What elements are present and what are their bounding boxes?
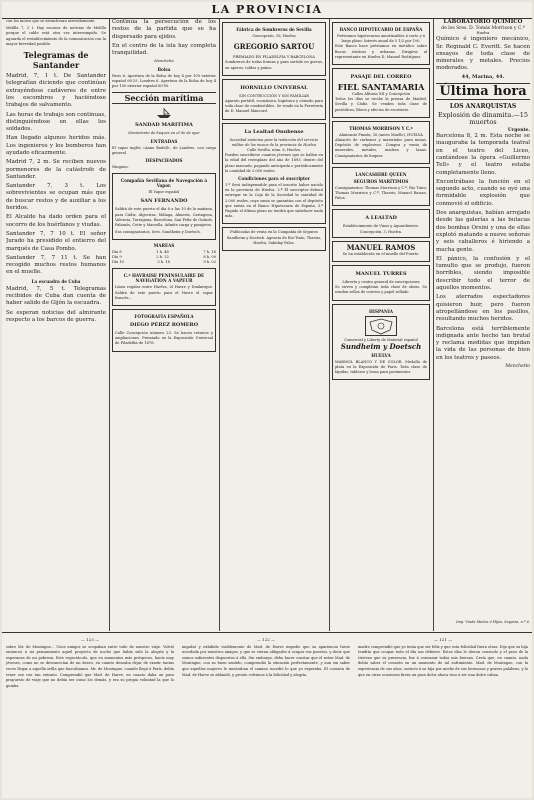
article-text: Dos anarquistas, habían arrojado desde las galerías a las butacas dos bombas Orsini y una de ellas explotó matando a nueve señoras y seis caballeros é hiriendo a mucha gente. [436, 210, 530, 253]
ad-text: Almacén de carbones y materiales para minas. Depósito de explosivos. Compra y venta de minerales, metales, madera y lanas. Consignatarios de buques. [335, 138, 427, 158]
advertisement [332, 304, 430, 381]
serial-text: impulsó y exhibido visiblemente de Mad. de Harve impedir que su apariencia fuese acordada por nuestros amigos, y que se vieran obligados á ocupar sus puestos, y decir que somos suficientes dispuestos á ello. Sin embargo, debo hacer constar que el señor Mad. de Montague, con su buen sentido, comprendió la situación perfectamente, y aun sin saber que aquellas mujeres le mostraban el camino sucedió lo que yo esperaba. El corazón de Mad. de Harve se ablandó, y pronto volvimos á la felicidad y alegría. [182, 644, 350, 677]
article-text: Las horas de trabajo son continuas, distinguiéndose en ellas los soldados. [6, 111, 106, 133]
article-text: Han llegado algunos heridos más. Los ingenieros y los bomberos han ayudado eficazmente. [6, 135, 106, 156]
signature: Menchetto [154, 59, 174, 64]
subheading: Movimiento de buques en el de de ayer [128, 131, 200, 136]
ad-title: A LEALTAD [365, 215, 397, 222]
ad-title: PASAJE DEL CORREO [350, 74, 412, 81]
ad-text: Saldrá de este puerto el día 8 a las 10 de la mañana, para Cádiz, Algeciras, Málaga, Almería, Cartagena, Valencia, Tarragona, Barcelona, San Feliu de Guíxols, Palamós, Cette y Marsella. Admite carga y pasajeros. [115, 207, 213, 227]
page-number: — 121 — [433, 637, 453, 642]
article-text: Paris 6. Apertura de la Bolsa de hoy 4 por 100 exterior español 60'25. Londres 6. Apertura de la Bolsa de hoy 4 por 100 exterior español 60'50. [112, 73, 216, 89]
advertisement [332, 68, 430, 118]
subheading: DESPACHADOS [145, 157, 183, 163]
ad-subtitle: HUELVA [371, 352, 391, 358]
tides-cell-pleamar: 2 h. 32 [156, 255, 169, 260]
page-number: — 123 — [80, 637, 100, 642]
ad-title: FOTOGRAFÍA ESPAÑOLA [134, 313, 194, 319]
article-text: Encontrábase la función en el segundo acto, cuando se oyó una formidable explosión que conmovió el edificio. [436, 178, 530, 207]
ad-text: Pueden suscribirse cuantos jóvenes que se hallen en la edad del reemplazo del año de 1893, dentro del plazo marcado, pagando anticipada o periódicamente la cantidad de 2.000 reales. [225, 153, 323, 173]
serial-section [2, 632, 532, 798]
article-text: Santander 7, 3 t. Los sobrevivientes se ocupan más que de buscar restos y de auxiliar a los heridos. [6, 183, 106, 212]
article-text: Santander 7, 7 10 t. El señor Jurado ha presidido el entierro del marqués de Casa Pombo. [6, 230, 106, 252]
ad-title: GREGORIO SARTOU [233, 42, 315, 52]
serial-column [358, 637, 528, 798]
ad-subtitle: Condiciones para el suscriptor [238, 176, 310, 182]
column-rule [109, 19, 110, 631]
tides-cell-bajamar: 7 h. 16 [203, 250, 216, 255]
ship-icon [155, 107, 173, 119]
ad-subtitle: de los Sres. D. Tomás Morrison y C.ª [441, 26, 525, 31]
ad-text: El Vapor español [148, 190, 180, 195]
article-text: Barcelona está terriblemente indignada ante hecho tan brutal y reclama medidas que impidan la vida de las personas de bien en los teatros y paseos. [436, 325, 530, 361]
article-text: El pánico, la confusión y el tumulto que se produjo, fueron horribles, siendo imposible describir todo el terror de aquellos momentos. [436, 255, 530, 292]
ad-text: MARMOL BLANCO Y DE COLOR. Medalla de plata en la Exposición de Paris. Toda clase de lápidas, tableros y losas para pavimentos. [335, 359, 427, 375]
ad-text: PREMIADO EN FILADELFIA Y BARCELONA [233, 55, 315, 60]
advertisement [222, 79, 326, 120]
ad-text: Todos los días se recibe la prensa de Madrid, Sevilla y Cádiz. Se venden toda clase de periódicos, libros y efectos de escritorio. [335, 97, 427, 112]
tides-cell-bajamar: 9 h. 02 [203, 260, 216, 265]
ad-text: Calle Concepción número 23. Se hacen retratos y ampliaciones. Premiado en la Exposición Universal de Filadelfia de 1876. [115, 330, 213, 346]
ad-text: SIN CONTRUCCIÓN Y SIN FAMILIAR [239, 93, 309, 98]
column-rule [329, 19, 330, 631]
ad-title: LABORATORIO QUÍMICO [443, 19, 523, 25]
newspaper-title: LA PROVINCIA [211, 3, 323, 16]
article-text: En el centro de la isla hay completa tranquilidad. [112, 42, 216, 57]
ad-text: Calle Sevilla, núm. 6, Huelva. [247, 148, 301, 153]
serial-text: madre comprendió que yo tenía que ser feliz y que esta felicidad fuera otras. Dijo que su hija tendría que ocupar todo el día sus deberes. Estos días le dieron consuelo y el peso de la tristeza que su presencia, fue á consumir todas mis fuerzas. Creía que, en cuanto, nada debía saber el corazón en un momento de tal sufrimiento. Mad. de Montague, con la experiencia de sus años, sostuvo á su hija por medio de sus hermosas y graves palabras, y lo que en otras ocasiones fuera un gran dolor ahora vino á ser una dulce calma. [358, 644, 528, 677]
column-3 [222, 19, 326, 631]
ad-text: Sus consignatarios, Sres. Sundheim y Doetsch. [115, 230, 201, 235]
article-text: Madrid, 7, 5 t. Telegramas recibidos de Cuba dan cuenta de haber salido de Gijón la escuadra. [6, 285, 106, 307]
ad-text: Este Banco hace préstamos en metálico sobre fincas rústicas y urbanas. Dirigirse al representante en Huelva D. Manuel Rodríguez. [335, 44, 427, 59]
page-number: — 122 — [256, 637, 276, 642]
ad-text: Concepción, 16, Huelva [252, 34, 296, 38]
printer-imprint: Imp. Viuda Muñoz é Hijos, Segovia, n.º 6. [456, 620, 530, 624]
ad-text: Comercial y Liberty de Material español [344, 337, 418, 342]
section-heading: Sección marítima [112, 92, 216, 104]
ad-title: Fábrica de Sombreros de Sevilla [236, 27, 312, 32]
ad-text: Línea regular entre Huelva, el Havre y Dunkerque. Saldrá de este puerto para el Havre el vapor francés... [115, 285, 213, 300]
serial-text: sobre Mr. de Montague... Unos amigos se ocupaban entre todo de nuestro viaje. Volvió entonces á mi pensamiento aquel proyecto de noche que había sido la alegría y la esperanza de mi pobreza. Este espectáculo, que en momentos más prósperos, hacía muy jóvenes, como no se desvanecían de mi deseo, en cuanto deseaba dejar de existir tantas veces llegar a aquella orilla que buscábamos. Mr. de Montague, cuando llegó á París, debía tener ese ron tan extraño. Comprendió que Mad. de Harve, en cuanto daba un paso propuesto de viaje que no debía ser como los demás, y era su propia voluntad la que lo guiaba. [6, 644, 174, 688]
section-heading: SANDAD MARITIMA [135, 122, 193, 129]
ad-text: Aparato portátil, económico, higiénico y cómodo para toda clase de combustibles. Se vende en la Ferretería de D. Manuel Mancord. [225, 99, 323, 114]
newspaper-page [2, 2, 532, 798]
ad-text: Químico é ingeniero mecánico, Sr. Reginald C. Everitt. Se hacen ensayos de toda clase de minerales y metales. Precios moderados. [436, 36, 530, 72]
ad-title: MANUEL TURRES [355, 271, 407, 278]
section-heading: MAREAS [153, 243, 175, 249]
column-5 [436, 19, 530, 631]
tides-table [112, 250, 216, 265]
subheading: Urgente. [507, 127, 530, 133]
ad-text: Se sirven y completan toda clase de obras. Se venden sellos de correos y papel sellado. [335, 285, 427, 295]
advertisement [112, 309, 216, 352]
serial-column [6, 637, 174, 798]
ad-text: Publicadas de venta en la Compañía de Seguros Sundheim y Doetsch. Agencia de Rio-Tinto, Tharsis, Huelva, Sabiday Palos. [226, 230, 322, 245]
subheading: LOS ANARQUISTAS [449, 102, 517, 110]
tides-row [112, 260, 216, 265]
signature: Menchetto [505, 364, 530, 369]
advertisement [332, 265, 430, 301]
article-text: Madrid, 7, 1 t. De Santander telegrafían diciendo que continúan extrayéndose cadáveres de entre los escombros y haciéndose trabajos de salvamento. [6, 73, 106, 109]
shield-icon [365, 316, 397, 336]
ad-title: Sundheim y Doetsch [340, 341, 422, 351]
ad-text: 44, Marina, 44. [461, 73, 505, 80]
article-text: El vapor inglés «Anne Bodell», de Londres, con carga general. [112, 145, 216, 155]
advertisement [222, 22, 326, 76]
ad-title: BANCO HIPOTECARIO DE ESPAÑA [339, 27, 423, 32]
ad-title: Compañía Sevillana de Navegación á Vapor. [120, 178, 208, 189]
ad-text: Se ha establecido en el muelle del Puerto. [342, 251, 420, 256]
article-text: Ninguno. [112, 164, 129, 169]
advertisement [332, 121, 430, 164]
tides-cell-pleamar: 1 h. 48 [156, 250, 169, 255]
ad-title: LANCASHIRE QUEEN [355, 171, 407, 177]
ad-text: Huelva [476, 31, 490, 35]
advertisement [332, 209, 430, 237]
ad-title: C.ª HAVRAISE PENINSULAIRE DE NAVIGATION A VAPEUR [123, 273, 205, 284]
advertisement [222, 123, 326, 225]
column-4 [332, 19, 430, 631]
section-heading: Telegramas de Santander [23, 50, 89, 71]
ad-text: Consignatarios: Thomas Morrison y C.ª, Rio Tinto; Thomas Morrison y C.ª, Tharsis; Manuel Ramos, Palos. [335, 185, 427, 201]
ad-text: Calles Alfonso XII y Concepción [351, 92, 411, 97]
ad-text: Sociedad anónima para la redacción del servicio militar de los mozos de la provincia de Huelva [229, 137, 319, 147]
ad-title: HORNILLO UNIVERSAL [240, 84, 308, 91]
article-text: Se esperan noticias del almirante respecto a los barcos de guerra. [6, 309, 106, 323]
subheading: ENTRADAS [150, 138, 178, 144]
serial-column [182, 637, 350, 798]
advertisement [112, 173, 216, 240]
masthead [2, 2, 532, 19]
ad-text: Librería y centro general de suscripciones [342, 280, 420, 285]
advertisement [332, 241, 430, 262]
ad-title: THOMAS MORRISON Y C.ª [349, 125, 413, 131]
tides-cell-dia: Día 10 [112, 260, 124, 265]
ad-title: DIEGO PÉREZ ROMERO [129, 321, 199, 328]
ad-text: Almirante Pinzón, 16 (antes Muelle), HUELVA [339, 132, 423, 137]
article-text: con los moros que se atrincheran atrevidamente. [6, 19, 96, 23]
tides-cell-bajamar: 8 h. 00 [203, 255, 216, 260]
ad-text: Establecimiento de Vinos y Aguardientes. Concepción, 3, Huelva. [343, 224, 419, 234]
article-text: El Alcalde ha dado orden para el socorro de los huérfanos y viudas. [6, 214, 106, 228]
section-heading: Última hora [436, 83, 530, 100]
tides-cell-dia: Día 9 [112, 255, 122, 260]
ad-subtitle: SEGUROS MARÍTIMOS [353, 178, 409, 184]
column-2 [112, 19, 216, 631]
advertisement [222, 227, 326, 251]
article-text: Madrid 7, 2 m. Se reciben nuevos pormenores de la catástrofe de Santander. [6, 159, 106, 180]
article-text: Melilla 7, 3 t. Hay escasez de noticias de Melilla porque el cable está otra vez interrumpido. Se aguarda el restablecimiento de la comunicación con la mayor brevedad posible. [6, 26, 106, 46]
ad-text: Préstamos hipotecarios amortizables á corto y á largo plazo. Interés anual de 5 1/2 por 100. [337, 34, 425, 44]
tides-cell-dia: Día 8 [112, 250, 122, 255]
tides-cell-pleamar: 3 h. 18 [157, 260, 170, 265]
column-rule [219, 19, 220, 631]
ad-title: SAN FERNANDO [140, 198, 188, 205]
section-heading: Bolsa [157, 66, 171, 72]
ad-title: FIEL SANTAMARIA [337, 82, 425, 93]
subheading: Explosión de dinamita.—15 muertos [437, 110, 529, 126]
advertisement [112, 268, 216, 306]
column-rule [433, 19, 434, 631]
advertisement [332, 167, 430, 207]
ad-title: MANUEL RAMOS [346, 242, 416, 252]
article-text: Continúa la persecución de los restos de la partida que se ha dispersado para ejidos. [112, 19, 216, 40]
advertisement [332, 22, 430, 65]
article-text: Santander 7, 7 11 t. Se han recogido muchos restos humanos en el muelle. [6, 254, 106, 276]
article-text: Barcelona 8, 2 m. Esta noche se inauguraba la temporada teatral en el teatro del Liceo, cantándose la ópera «Guillermo Tell» y el teatro estaba completamente lleno. [436, 133, 530, 176]
ad-text: Sombreros de todas formas y gran surtido en gorras, en aperos, toldos y paños. [225, 60, 323, 70]
article-text: Los aterrados espectadores quisieron huir, pero fueron atropellándose en los pasillos, resultando muchos heridos. [436, 294, 530, 323]
ad-title: HISPANIA [368, 308, 394, 314]
column-1 [6, 19, 106, 631]
ad-text: 1.ª Será indispensable para el inscrito haber nacido en la provincia de Huelva. 2.ª El suscriptor deberá entregar en la Caja de la Sociedad la cantidad de 2.000 reales, cuya suma se garantiza con el depósito que exista en el Banco Hipotecario de España. 3.ª Pagado el último plazo no tendrá que satisfacer nada más. [225, 183, 323, 219]
section-heading: La escuadra de Cuba [31, 278, 81, 284]
ad-title: La Lealtad Onubense [244, 128, 304, 135]
